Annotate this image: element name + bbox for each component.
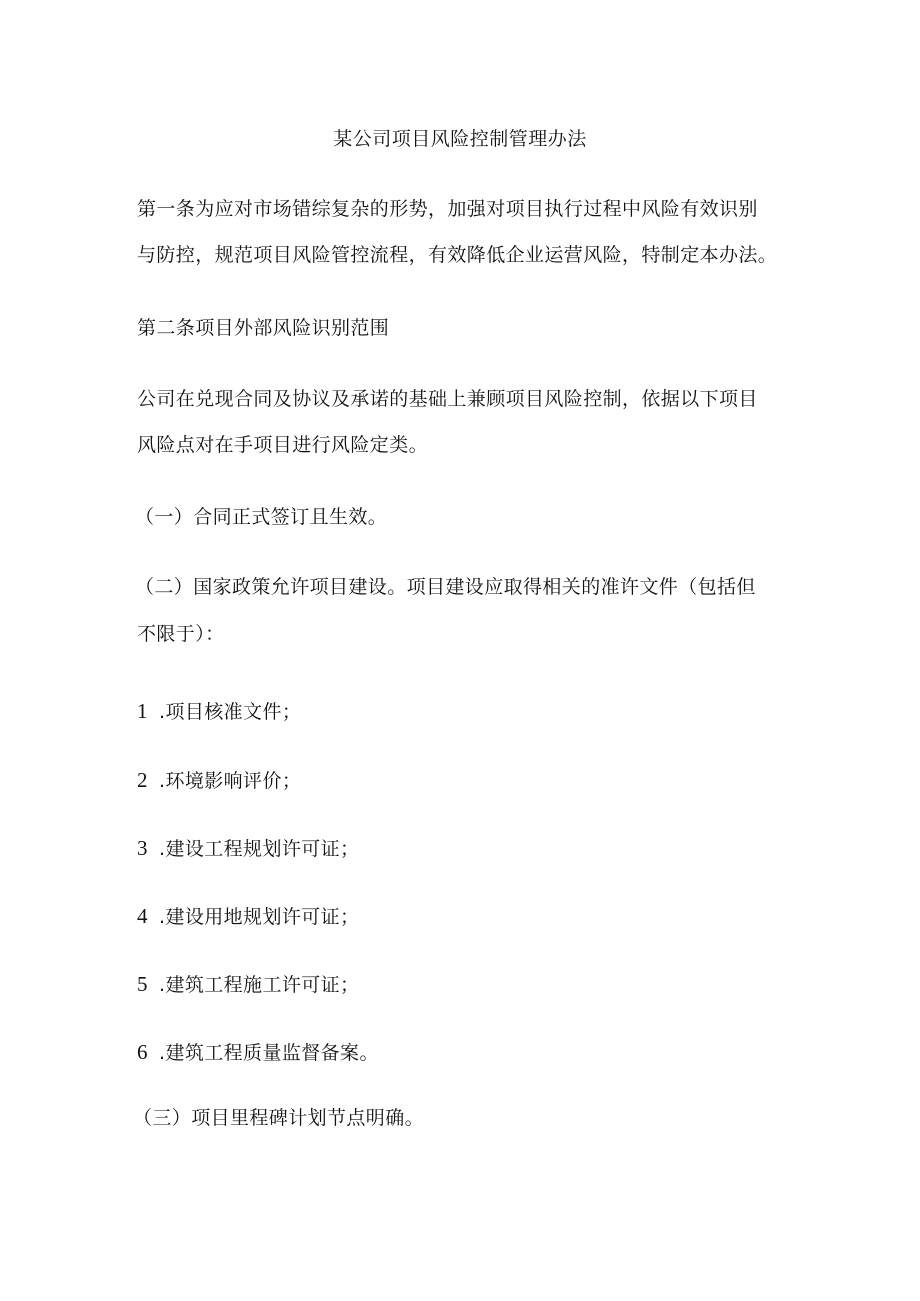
list-item <box>137 836 359 861</box>
list-item-text: .建筑工程质量监督备案。 <box>159 1042 379 1064</box>
article1-line2: 与防控，规范项目风险管控流程，有效降低企业运营风险，特制定本办法。 <box>137 244 778 266</box>
list-item-number: 6 <box>137 1040 148 1064</box>
list-item-text: .项目核准文件； <box>159 701 302 723</box>
list-item-text: .环境影响评价； <box>159 770 302 792</box>
list-item <box>137 904 359 929</box>
list-item-number: 5 <box>137 972 148 996</box>
list-item-number: 2 <box>137 768 148 792</box>
clause-2-line2: 不限于）： <box>137 623 225 645</box>
list-item-text: .建筑工程施工许可证； <box>159 974 360 996</box>
article1-line1: 第一条为应对市场错综复杂的形势，加强对项目执行过程中风险有效识别 <box>137 198 758 220</box>
list-item <box>137 699 301 724</box>
list-item <box>137 1040 379 1065</box>
clause-1: （一）合同正式签订且生效。 <box>135 506 388 528</box>
list-item-text: .建设用地规划许可证； <box>159 906 360 928</box>
document-title: 某公司项目风险控制管理办法 <box>333 128 587 150</box>
list-item <box>137 768 301 793</box>
article2-heading: 第二条项目外部风险识别范围 <box>137 317 390 339</box>
list-item-number: 1 <box>137 699 148 723</box>
list-item-text: .建设工程规划许可证； <box>159 838 360 860</box>
clause-3: （三）项目里程碑计划节点明确。 <box>133 1107 425 1129</box>
list-item-number: 3 <box>137 836 148 860</box>
clause-2-line1: （二）国家政策允许项目建设。项目建设应取得相关的准许文件（包括但 <box>135 576 756 598</box>
article2-paragraph-line1: 公司在兑现合同及协议及承诺的基础上兼顾项目风险控制，依据以下项目 <box>137 388 758 410</box>
list-item-number: 4 <box>137 904 148 928</box>
list-item <box>137 972 359 997</box>
article2-paragraph-line2: 风险点对在手项目进行风险定类。 <box>137 434 429 456</box>
